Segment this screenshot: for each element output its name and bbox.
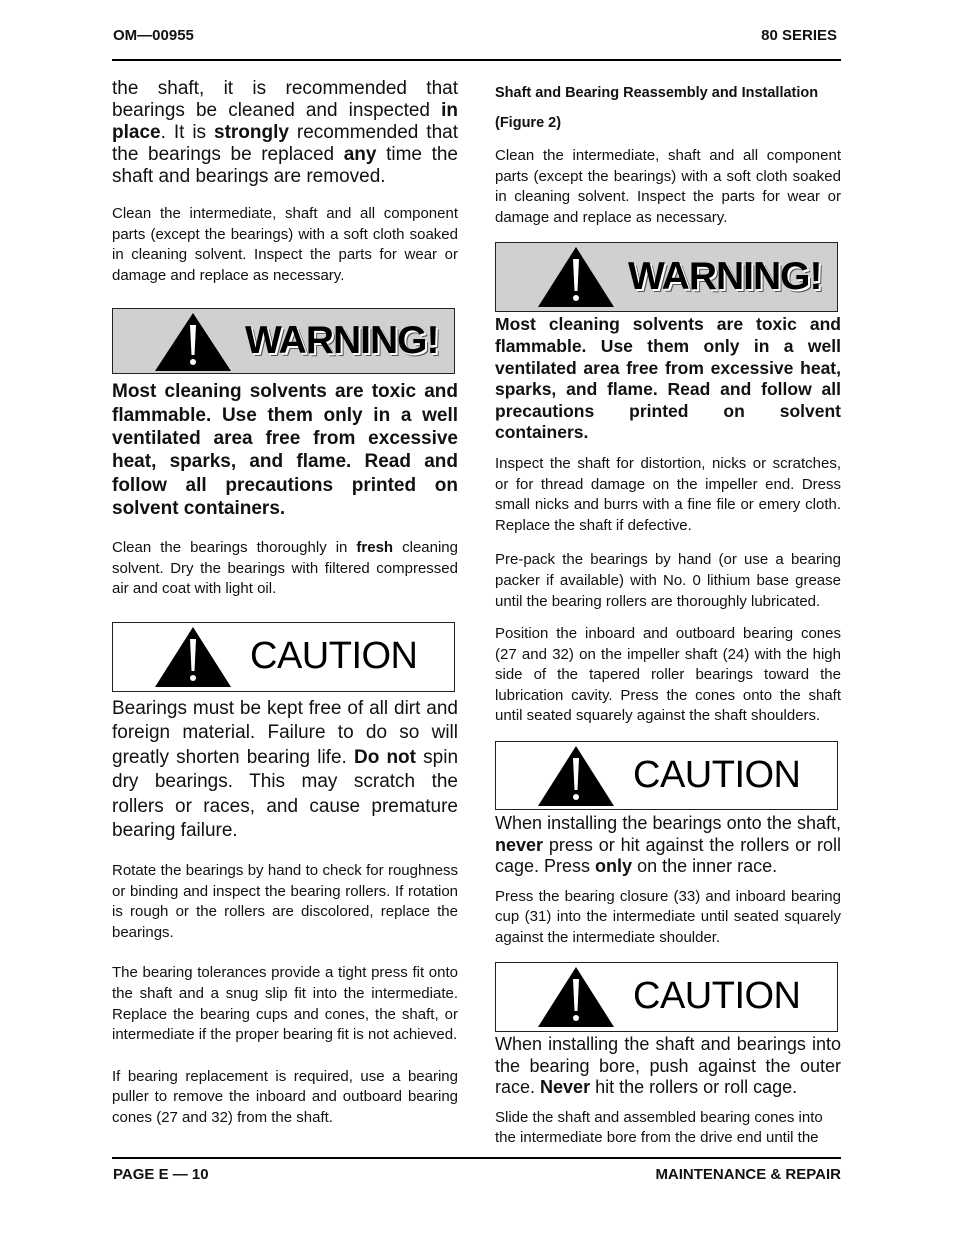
section-heading: Shaft and Bearing Reassembly and Installation: [495, 85, 819, 101]
left-column: [112, 78, 458, 1128]
warning-box-right: [495, 242, 838, 312]
press-closure-paragraph: Press the bearing closure (33) and inboard bearing cup (31) into the intermediate until seated squarely against the intermediate shoulder.: [495, 887, 841, 946]
page-number: PAGE E — 10: [113, 1166, 209, 1183]
caution-box-right-1: [495, 741, 838, 810]
clean-parts-paragraph: Clean the intermediate, shaft and all component parts (except the bearings) with a soft cloth soaked in cleaning solvent. Inspect the parts for wear or damage and replace as necessary.: [112, 205, 458, 284]
figure-reference: (Figure 2): [495, 115, 562, 131]
caution-label: CAUTION: [250, 634, 418, 677]
caution-label-right-1: CAUTION: [633, 754, 801, 797]
caution-box-right-2: [495, 962, 838, 1032]
clean-bearings-paragraph: Clean the bearings thoroughly in fresh cleaning solvent. Dry the bearings with filtered compressed air and coat with light oil.: [112, 539, 458, 598]
prepack-paragraph: Pre-pack the bearings by hand (or use a bearing packer if available) with No. 0 lithium base grease until the bearing rollers are thoroughly lubricated.: [495, 551, 841, 610]
doc-number: OM—00955: [113, 27, 194, 44]
section-name: MAINTENANCE & REPAIR: [655, 1166, 841, 1183]
right-column: [495, 78, 841, 1149]
bearing-replacement-paragraph: If bearing replacement is required, use a bearing puller to remove the inboard and outboard bearing cones (27 and 32) from the shaft.: [112, 1067, 458, 1126]
warning-label: WARNING!: [245, 319, 439, 363]
warning-box: [112, 308, 455, 374]
caution-label-right-2: CAUTION: [633, 975, 801, 1018]
position-cones-paragraph: Position the inboard and outboard bearing cones (27 and 32) on the impeller shaft (24) with the high side of the tapered roller bearings toward the lubrication cavity. Press the cones onto the shaft until seated squarely against the shaft shoulders.: [495, 625, 841, 725]
series-label: 80 SERIES: [761, 27, 837, 44]
warning-text: Most cleaning solvents are toxic and flammable. Use them only in a well ventilated area free from excessive heat, sparks, and flame. Read and follow all precautions printed on solvent containers.: [112, 381, 458, 519]
warning-text-right: Most cleaning solvents are toxic and flammable. Use them only in a well ventilated area free from excessive heat, sparks, and flame. Read and follow all precautions printed on solvent containers.: [495, 314, 841, 443]
caution-triangle-icon: [536, 965, 616, 1029]
slide-shaft-paragraph: Slide the shaft and assembled bearing cones into the intermediate bore from the drive end until the: [495, 1108, 823, 1147]
header-rule: [112, 59, 841, 61]
inspect-shaft-paragraph: Inspect the shaft for distortion, nicks or scratches, or for thread damage on the impeller end. Dress small nicks and burrs with a fine file or emery cloth. Replace the shaft if defective.: [495, 454, 841, 534]
caution-triangle-icon: [153, 625, 233, 689]
caution-text: Bearings must be kept free of all dirt and foreign material. Failure to do so will greatly shorten bearing life. Do not spin dry bearings. This may scratch the rollers or races, and cause premature bearing failure.: [112, 697, 459, 842]
caution-text-right-2: When installing the shaft and bearings into the bearing bore, push against the outer race. Never hit the rollers or roll cage.: [495, 1034, 841, 1098]
caution-text-right-1: When installing the bearings onto the shaft, never press or hit against the rollers or roll cage. Press only on the inner race.: [495, 813, 841, 877]
caution-triangle-icon: [536, 744, 616, 808]
rotate-bearings-paragraph: Rotate the bearings by hand to check for roughness or binding and inspect the bearing rollers. If rotation is rough or the rollers are discolored, replace the bearings.: [112, 861, 458, 941]
caution-box: [112, 622, 455, 692]
clean-parts-paragraph-right: Clean the intermediate, shaft and all component parts (except the bearings) with a soft cloth soaked in cleaning solvent. Inspect the parts for wear or damage and replace as necessary.: [495, 147, 841, 226]
warning-triangle-icon: [153, 311, 233, 373]
footer-rule: [112, 1157, 841, 1159]
intro-paragraph: the shaft, it is recommended that bearings be cleaned and inspected in place. It is strongly recommended that the bearings be replaced any time the shaft and bearings are removed.: [112, 78, 458, 187]
warning-triangle-icon: [536, 245, 616, 309]
tolerances-paragraph: The bearing tolerances provide a tight press fit onto the shaft and a snug slip fit into the intermediate. Replace the bearing cups and cones, the shaft, or intermediate if the proper bearing fit is not achieved.: [112, 964, 458, 1044]
warning-label-right: WARNING!: [628, 255, 822, 299]
